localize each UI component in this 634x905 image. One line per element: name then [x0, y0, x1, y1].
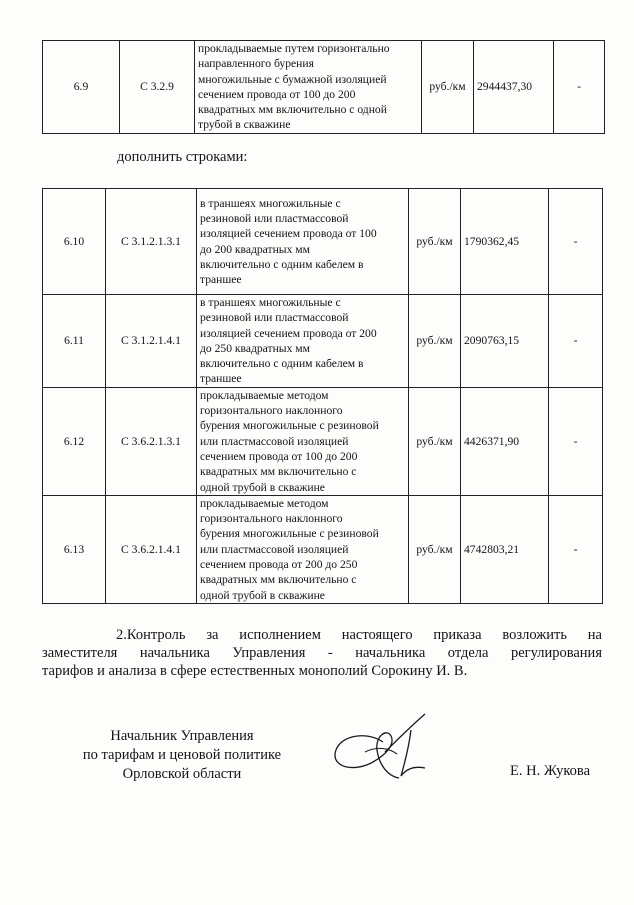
- description-line: сечением провода от 100 до 200: [198, 87, 356, 101]
- description-line: одной трубой в скважине: [200, 480, 325, 494]
- row-price: 4742803,21: [461, 495, 549, 603]
- row-number: 6.11: [43, 295, 106, 388]
- row-dash: -: [549, 387, 603, 495]
- description-line: горизонтального наклонного: [200, 512, 343, 526]
- row-code: С 3.1.2.1.3.1: [106, 189, 197, 295]
- paragraph-line: [78, 626, 602, 644]
- row-code: С 3.6.2.1.4.1: [106, 495, 197, 603]
- description-line: сечением провода от 200 до 250: [200, 558, 358, 572]
- row-price: 2944437,30: [474, 41, 554, 134]
- table-row: [43, 495, 603, 603]
- row-number: 6.9: [43, 41, 120, 134]
- description-line: прокладываемые путем горизонтально: [198, 42, 390, 55]
- row-dash: -: [549, 495, 603, 603]
- row-price: 1790362,45: [461, 189, 549, 295]
- row-price: 4426371,90: [461, 387, 549, 495]
- description-line: направленного бурения: [198, 57, 314, 71]
- description-line: одной трубой в скважине: [200, 588, 325, 602]
- description-line: горизонтального наклонного: [200, 404, 343, 418]
- description-line: трубой в скважине: [198, 118, 291, 132]
- row-dash: -: [554, 41, 605, 134]
- description-line: траншее: [200, 372, 242, 386]
- signer-name: Е. Н. Жукова: [510, 763, 591, 779]
- description-line: квадратных мм включительно с: [200, 573, 357, 587]
- description-line: многожильные с бумажной изоляцией: [198, 72, 387, 86]
- row-number: 6.10: [43, 189, 106, 295]
- description-line: прокладываемые методом: [200, 496, 329, 510]
- row-unit: руб./км: [409, 295, 461, 388]
- row-price: 2090763,15: [461, 295, 549, 388]
- paragraph-line: заместителя начальника Управления - начальника отдела регулирования: [42, 645, 602, 661]
- row-dash: -: [549, 189, 603, 295]
- row-number: 6.12: [43, 387, 106, 495]
- row-unit: руб./км: [409, 387, 461, 495]
- table-row: [43, 41, 605, 134]
- description-line: прокладываемые методом: [200, 388, 329, 402]
- supplement-text: дополнить строками:: [117, 149, 248, 165]
- signatory-title-line: по тарифам и ценовой политике: [82, 747, 282, 763]
- signatory-title: [60, 727, 304, 784]
- row-code: С 3.1.2.1.4.1: [106, 295, 197, 388]
- description-line: бурения многожильные с резиновой: [200, 419, 379, 433]
- description-line: включительно с одним кабелем в: [200, 357, 364, 371]
- row-code: С 3.6.2.1.3.1: [106, 387, 197, 495]
- row-description: [195, 41, 422, 134]
- description-line: включительно с одним кабелем в: [200, 257, 364, 271]
- description-line: бурения многожильные с резиновой: [200, 527, 379, 541]
- handwritten-signature: [325, 706, 445, 786]
- description-line: изоляцией сечением провода от 200: [200, 326, 377, 340]
- row-unit: руб./км: [422, 41, 474, 134]
- row-description: [197, 387, 409, 495]
- row-number: 6.13: [43, 495, 106, 603]
- row-unit: руб./км: [409, 189, 461, 295]
- description-line: квадратных мм включительно с: [200, 465, 357, 479]
- description-line: или пластмассовой изоляцией: [200, 434, 349, 448]
- description-line: изоляцией сечением провода от 100: [200, 227, 377, 241]
- description-line: квадратных мм включительно с одной: [198, 103, 387, 117]
- description-line: в траншеях многожильные с: [200, 196, 341, 210]
- table-row: [43, 189, 603, 295]
- paragraph-line: тарифов и анализа в сфере естественных монополий Сорокину И. В.: [42, 663, 468, 679]
- paragraph-2: [42, 626, 602, 680]
- tariff-table-top: [42, 40, 605, 134]
- description-line: до 200 квадратных мм: [200, 242, 310, 256]
- description-line: траншее: [200, 273, 242, 287]
- row-dash: -: [549, 295, 603, 388]
- description-line: сечением провода от 100 до 200: [200, 449, 358, 463]
- description-line: резиновой или пластмассовой: [200, 211, 349, 225]
- row-description: [197, 495, 409, 603]
- description-line: резиновой или пластмассовой: [200, 311, 349, 325]
- paragraph-text: Контроль за исполнением настоящего приказа возложить на: [126, 627, 602, 643]
- row-unit: руб./км: [409, 495, 461, 603]
- description-line: до 250 квадратных мм: [200, 341, 310, 355]
- signatory-title-line: Начальник Управления: [110, 728, 254, 744]
- table-row: [43, 387, 603, 495]
- row-description: [197, 295, 409, 388]
- row-description: [197, 189, 409, 295]
- signatory-title-line: Орловской области: [122, 766, 242, 782]
- row-code: С 3.2.9: [120, 41, 195, 134]
- description-line: в траншеях многожильные с: [200, 296, 341, 309]
- table-row: [43, 295, 603, 388]
- tariff-table-main: [42, 188, 603, 604]
- paragraph-number: 2.: [116, 627, 127, 643]
- description-line: или пластмассовой изоляцией: [200, 542, 349, 556]
